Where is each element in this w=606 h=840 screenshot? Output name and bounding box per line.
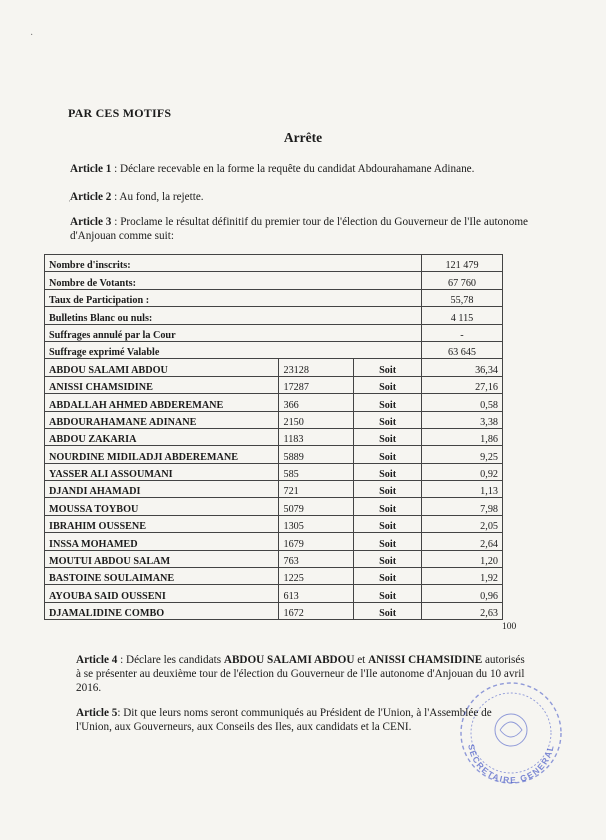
official-stamp: [450, 678, 572, 788]
candidate-percentage: 1,20: [422, 550, 503, 567]
decree-title: Arrête: [283, 130, 323, 145]
candidate-name: YASSER ALI ASSOUMANI: [45, 463, 279, 480]
summary-value: 55,78: [422, 289, 503, 306]
soit-label: Soit: [354, 533, 422, 550]
candidate-name: DJAMALIDINE COMBO: [45, 602, 279, 619]
candidate-percentage: 3,38: [422, 411, 503, 428]
candidate-percentage: 0,96: [422, 585, 503, 602]
stamp-text: SECRETAIRE GENERAL: [466, 743, 556, 786]
candidate-name: NOURDINE MIDILADJI ABDEREMANE: [45, 446, 279, 463]
candidate-row: [45, 394, 503, 411]
candidate-votes: 5079: [279, 498, 354, 515]
candidate-votes: 721: [279, 481, 354, 498]
candidate-row: [45, 428, 503, 445]
candidate-percentage: 2,64: [422, 533, 503, 550]
article-1-label: Article 1: [70, 163, 112, 175]
candidate-row: [45, 550, 503, 567]
soit-label: Soit: [354, 568, 422, 585]
total-percentage: 100: [502, 622, 517, 632]
candidate-name: DJANDI AHAMADI: [45, 481, 279, 498]
summary-row: [45, 307, 503, 324]
summary-label: Nombre de Votants:: [45, 272, 422, 289]
candidate-votes: 1672: [279, 602, 354, 619]
soit-label: Soit: [354, 602, 422, 619]
article-3: [70, 215, 528, 243]
article-4-label: Article 4: [76, 654, 118, 666]
candidate-percentage: 9,25: [422, 446, 503, 463]
article-3-text: : Proclame le résultat définitif du premier tour de l'élection du Gouverneur de l'Ile autonome d'Anjouan comme suit:: [70, 216, 528, 242]
candidate-row: [45, 602, 503, 619]
candidate-name: MOUSSA TOYBOU: [45, 498, 279, 515]
candidate-row: [45, 411, 503, 428]
soit-label: Soit: [354, 550, 422, 567]
summary-row: [45, 341, 503, 358]
candidate-row: [45, 585, 503, 602]
candidate-votes: 1183: [279, 428, 354, 445]
candidate-percentage: 2,05: [422, 515, 503, 532]
candidate-votes: 613: [279, 585, 354, 602]
candidate-percentage: 0,92: [422, 463, 503, 480]
soit-label: Soit: [354, 428, 422, 445]
soit-label: Soit: [354, 376, 422, 393]
article-4-candidate-2: ANISSI CHAMSIDINE: [368, 654, 483, 666]
article-4-text-pre: : Déclare les candidats: [117, 654, 224, 666]
candidate-name: ANISSI CHAMSIDINE: [45, 376, 279, 393]
summary-row: [45, 324, 503, 341]
soit-label: Soit: [354, 463, 422, 480]
summary-label: Suffrages annulé par la Cour: [45, 324, 422, 341]
candidate-name: AYOUBA SAID OUSSENI: [45, 585, 279, 602]
soit-label: Soit: [354, 481, 422, 498]
article-5-label: Article 5: [76, 707, 118, 719]
summary-row: [45, 272, 503, 289]
summary-label: Bulletins Blanc ou nuls:: [45, 307, 422, 324]
summary-value: 63 645: [422, 341, 503, 358]
scan-mark: ·: [68, 196, 71, 206]
candidate-percentage: 7,98: [422, 498, 503, 515]
summary-row: [45, 289, 503, 306]
soit-label: Soit: [354, 585, 422, 602]
candidate-name: ABDOURAHAMANE ADINANE: [45, 411, 279, 428]
candidate-percentage: 1,92: [422, 568, 503, 585]
candidate-row: [45, 498, 503, 515]
candidate-votes: 585: [279, 463, 354, 480]
candidate-rows: [45, 359, 503, 620]
candidate-votes: 23128: [279, 359, 354, 376]
candidate-name: BASTOINE SOULAIMANE: [45, 568, 279, 585]
article-4-candidate-1: ABDOU SALAMI ABDOU: [223, 654, 355, 666]
summary-value: 121 479: [422, 255, 503, 272]
article-3-label: Article 3: [70, 216, 112, 228]
candidate-votes: 763: [279, 550, 354, 567]
candidate-votes: 17287: [279, 376, 354, 393]
candidate-votes: 2150: [279, 411, 354, 428]
candidate-votes: 1225: [279, 568, 354, 585]
soit-label: Soit: [354, 446, 422, 463]
article-1: [70, 162, 540, 176]
article-4-text-mid: et: [354, 654, 369, 666]
candidate-percentage: 2,63: [422, 602, 503, 619]
candidate-votes: 366: [279, 394, 354, 411]
candidate-name: MOUTUI ABDOU SALAM: [45, 550, 279, 567]
soit-label: Soit: [354, 359, 422, 376]
scan-mark: ·: [30, 30, 34, 41]
soit-label: Soit: [354, 515, 422, 532]
candidate-votes: 1679: [279, 533, 354, 550]
candidate-row: [45, 359, 503, 376]
svg-text:SECRETAIRE GENERAL: [466, 743, 556, 785]
candidate-row: [45, 463, 503, 480]
candidate-name: ABDOU ZAKARIA: [45, 428, 279, 445]
candidate-row: [45, 481, 503, 498]
candidate-name: ABDOU SALAMI ABDOU: [45, 359, 279, 376]
results-table: [44, 254, 503, 620]
soit-label: Soit: [354, 411, 422, 428]
candidate-percentage: 1,13: [422, 481, 503, 498]
soit-label: Soit: [354, 498, 422, 515]
candidate-percentage: 36,34: [422, 359, 503, 376]
candidate-votes: 1305: [279, 515, 354, 532]
candidate-name: IBRAHIM OUSSENE: [45, 515, 279, 532]
article-4-text-post: autorisés à se présenter au deuxième tour de l'élection du Gouverneur de l'Ile autonome d'Anjouan du 10 avril 2016.: [76, 654, 525, 694]
article-5-text: : Dit que leurs noms seront communiqués au Président de l'Union, à l'Assemblée de l'Union, aux Gouverneurs, aux Conseils des Iles, aux candidats et la CENI.: [76, 707, 492, 733]
soit-label: Soit: [354, 394, 422, 411]
candidate-row: [45, 446, 503, 463]
candidate-percentage: 1,86: [422, 428, 503, 445]
summary-value: 67 760: [422, 272, 503, 289]
section-heading: PAR CES MOTIFS: [68, 106, 172, 120]
summary-label: Taux de Participation :: [45, 289, 422, 306]
candidate-row: [45, 568, 503, 585]
article-2-text: : Au fond, la rejette.: [111, 191, 204, 203]
candidate-votes: 5889: [279, 446, 354, 463]
candidate-row: [45, 515, 503, 532]
candidate-row: [45, 376, 503, 393]
summary-value: 4 115: [422, 307, 503, 324]
candidate-percentage: 0,58: [422, 394, 503, 411]
article-2: [70, 190, 540, 204]
summary-rows: [45, 255, 503, 359]
summary-value: -: [422, 324, 503, 341]
candidate-name: INSSA MOHAMED: [45, 533, 279, 550]
summary-label: Suffrage exprimé Valable: [45, 341, 422, 358]
candidate-name: ABDALLAH AHMED ABDEREMANE: [45, 394, 279, 411]
summary-label: Nombre d'inscrits:: [45, 255, 422, 272]
candidate-row: [45, 533, 503, 550]
summary-row: [45, 255, 503, 272]
article-1-text: : Déclare recevable en la forme la requête du candidat Abdourahamane Adinane.: [111, 163, 475, 175]
candidate-percentage: 27,16: [422, 376, 503, 393]
article-2-label: Article 2: [70, 191, 112, 203]
